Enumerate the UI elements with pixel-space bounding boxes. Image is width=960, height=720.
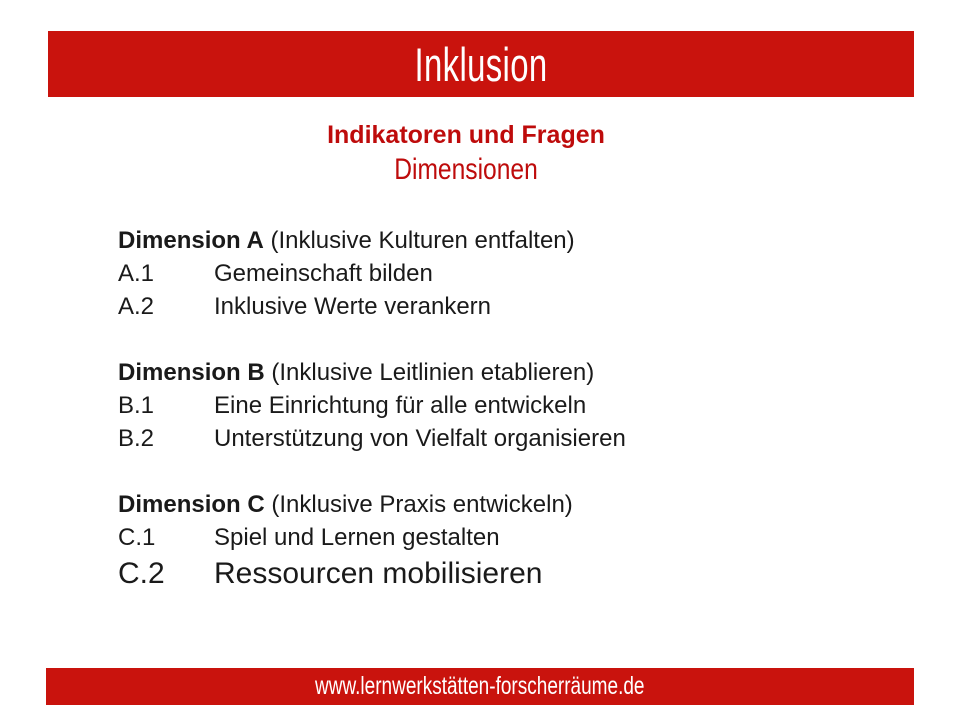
section-heading-name: Dimension C [118,491,265,518]
section-heading-name: Dimension B [118,359,265,386]
section-heading-description: (Inklusive Leitlinien etablieren) [264,359,595,386]
section-heading [118,224,838,257]
subtitle-indicators: Indikatoren und Fragen [327,121,605,149]
item-text: Inklusive Werte verankern [214,293,492,320]
subtitle-block [0,119,932,189]
section-heading [118,488,838,521]
item-text: Ressourcen mobilisieren [214,557,543,590]
list-item [118,389,838,422]
subtitle-dimensions: Dimensionen [394,153,538,186]
section-heading [118,356,838,389]
title-banner [48,31,914,97]
section-dimension-b [118,356,838,455]
list-item [118,290,838,323]
website-url[interactable]: www.lernwerkstätten-forscherräume.de [315,672,645,700]
item-label: C.2 [118,557,165,590]
section-heading-name: Dimension A [118,227,264,254]
list-item-emphasized [118,554,838,594]
item-label: A.1 [118,260,155,287]
section-heading-description: (Inklusive Kulturen entfalten) [263,227,575,254]
item-label: B.1 [118,392,155,419]
item-text: Spiel und Lernen gestalten [214,524,500,551]
section-dimension-a [118,224,838,323]
section-heading-description: (Inklusive Praxis entwickeln) [264,491,573,518]
list-item [118,257,838,290]
list-item [118,521,838,554]
item-text: Eine Einrichtung für alle entwickeln [214,392,587,419]
dimensions-list [118,224,838,627]
section-dimension-c [118,488,838,594]
item-text: Unterstützung von Vielfalt organisieren [214,425,626,452]
slide-title: Inklusion [414,37,548,91]
list-item [118,422,838,455]
item-label: C.1 [118,524,156,551]
item-text: Gemeinschaft bilden [214,260,433,287]
item-label: B.2 [118,425,155,452]
item-label: A.2 [118,293,155,320]
footer-banner [46,668,914,705]
